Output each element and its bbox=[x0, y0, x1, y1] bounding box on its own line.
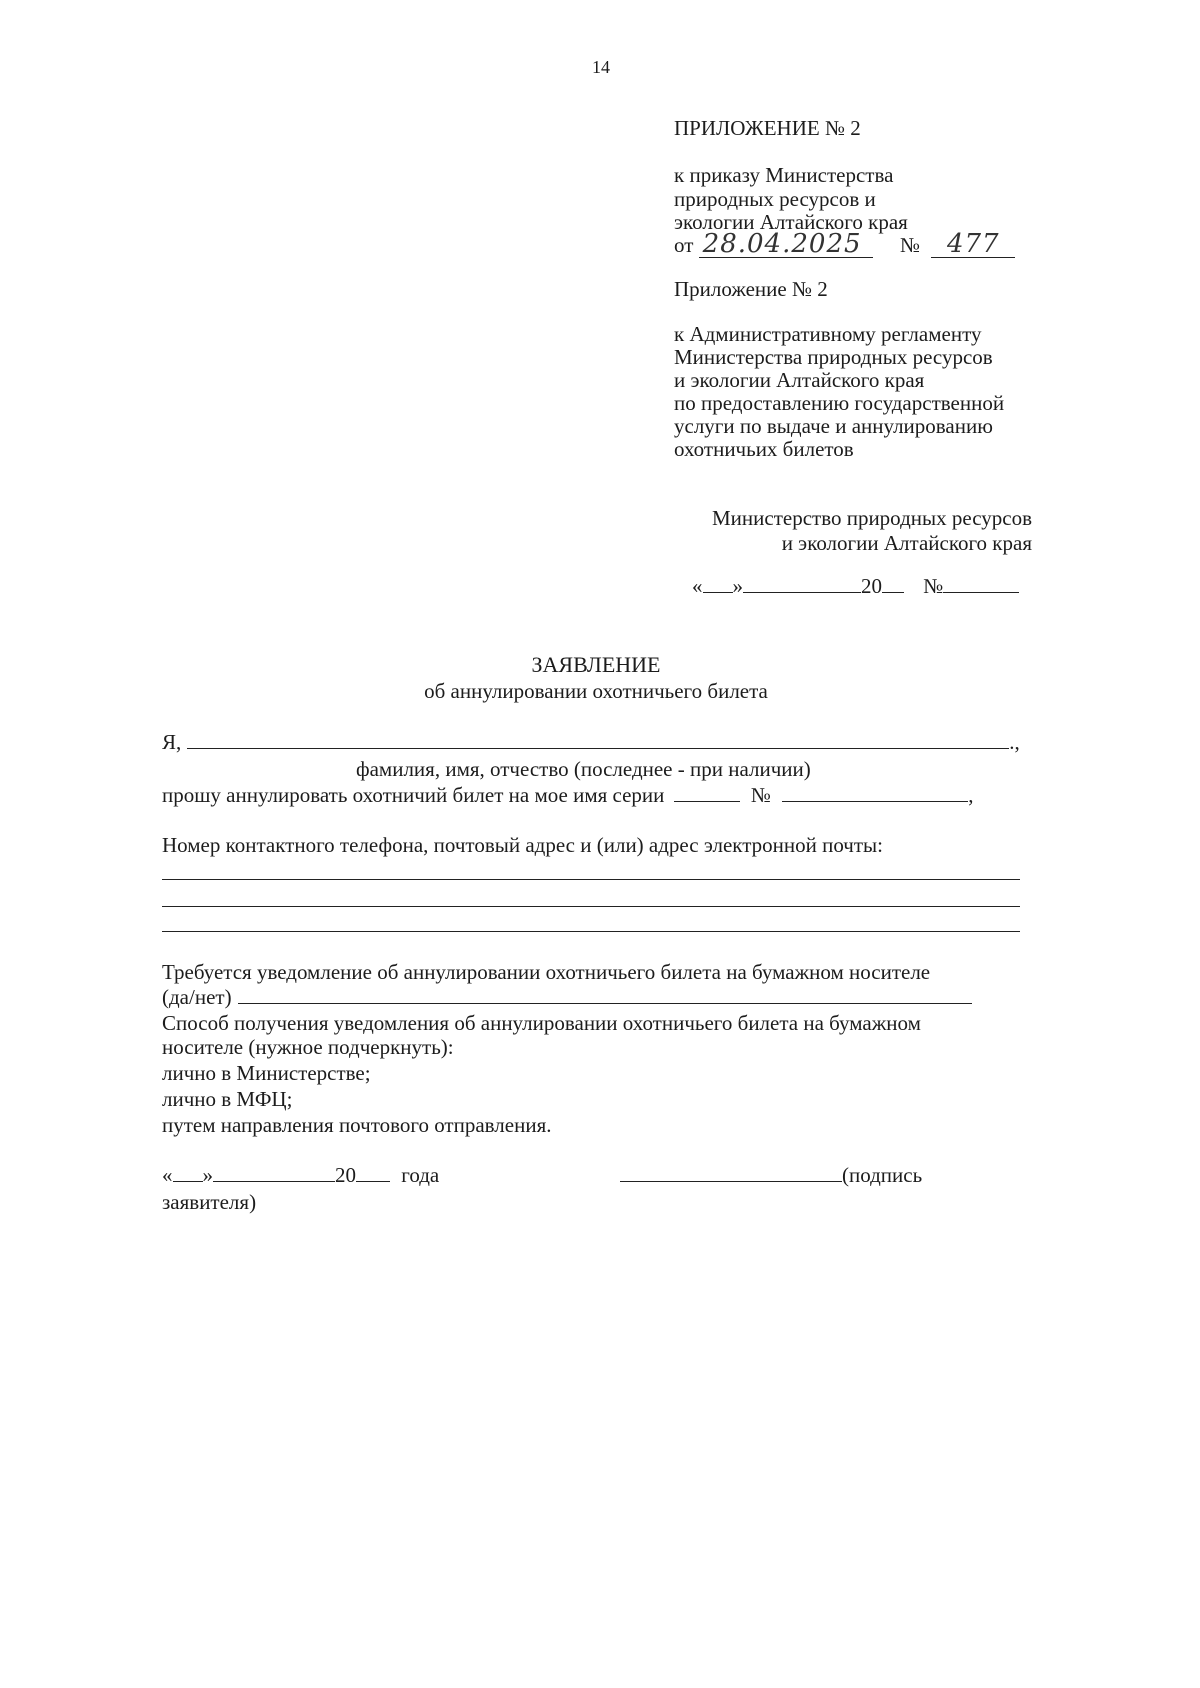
signature-row bbox=[620, 1163, 922, 1188]
handwritten-date: 28.04.2025 bbox=[699, 232, 873, 258]
appendix-line: экологии Алтайского края bbox=[674, 210, 908, 234]
quote-open: « bbox=[162, 1163, 173, 1187]
handwritten-number: 477 bbox=[931, 232, 1015, 258]
addressee-line2: и экологии Алтайского края bbox=[781, 531, 1032, 555]
registration-date-row bbox=[692, 574, 1019, 599]
name-caption: фамилия, имя, отчество (последнее - при наличии) bbox=[356, 757, 811, 781]
punct: ., bbox=[1009, 730, 1020, 754]
year-word: года bbox=[401, 1163, 440, 1187]
contact-label: Номер контактного телефона, почтовый адрес и (или) адрес электронной почты: bbox=[162, 833, 883, 857]
appendix-date-row bbox=[674, 229, 873, 259]
appendix-title: ПРИЛОЖЕНИЕ № 2 bbox=[674, 116, 861, 140]
series-field[interactable] bbox=[674, 801, 740, 802]
comma: , bbox=[968, 783, 974, 807]
option-ministry[interactable]: лично в Министерстве; bbox=[162, 1061, 371, 1085]
statement-subtitle: об аннулировании охотничьего билета bbox=[424, 679, 768, 703]
appendix-line: природных ресурсов и bbox=[674, 187, 876, 211]
notify-required-text: Требуется уведомление об аннулировании охотничьего билета на бумажном носителе bbox=[162, 960, 931, 984]
statement-title: ЗАЯВЛЕНИЕ bbox=[531, 652, 661, 677]
month-blank bbox=[743, 592, 861, 593]
regulation-line: охотничьих билетов bbox=[674, 437, 854, 461]
addressee-line1: Министерство природных ресурсов bbox=[711, 506, 1032, 530]
number-sign: № bbox=[750, 783, 771, 807]
month-field[interactable] bbox=[213, 1181, 335, 1182]
applicant-name-row bbox=[162, 730, 1020, 755]
number-sign: № bbox=[900, 233, 921, 257]
full-name-field[interactable] bbox=[187, 748, 1009, 749]
regulation-line: по предоставлению государственной bbox=[674, 391, 1005, 415]
number-sign: № bbox=[923, 574, 944, 598]
date-prefix: от bbox=[674, 233, 694, 257]
contact-field-line3[interactable] bbox=[162, 905, 1020, 932]
signature-label: (подпись bbox=[842, 1163, 923, 1187]
method-line1: Способ получения уведомления об аннулировании охотничьего билета на бумажном bbox=[162, 1011, 921, 1035]
regulation-line: услуги по выдаче и аннулированию bbox=[674, 414, 993, 438]
option-mfc[interactable]: лично в МФЦ; bbox=[162, 1087, 293, 1111]
regulation-title: Приложение № 2 bbox=[674, 277, 828, 301]
year-prefix: 20 bbox=[335, 1163, 356, 1187]
quote-close: » bbox=[202, 1163, 213, 1187]
yes-no-label: (да/нет) bbox=[162, 985, 232, 1009]
quote-close: » bbox=[732, 574, 743, 598]
number-blank bbox=[943, 592, 1019, 593]
appendix-line: к приказу Министерства bbox=[674, 163, 894, 187]
yes-no-field[interactable] bbox=[238, 1003, 972, 1004]
day-field[interactable] bbox=[173, 1181, 203, 1182]
request-text: прошу аннулировать охотничий билет на мое имя серии bbox=[162, 783, 665, 807]
yes-no-row bbox=[162, 985, 972, 1010]
appendix-number-row bbox=[900, 229, 1015, 259]
method-line2: носителе (нужное подчеркнуть): bbox=[162, 1035, 454, 1059]
year-blank bbox=[882, 592, 904, 593]
signature-date-row bbox=[162, 1163, 439, 1188]
regulation-line: Министерства природных ресурсов bbox=[674, 345, 993, 369]
year-prefix: 20 bbox=[861, 574, 882, 598]
option-post[interactable]: путем направления почтового отправления. bbox=[162, 1113, 552, 1137]
regulation-line: к Административному регламенту bbox=[674, 322, 982, 346]
signature-label-cont: заявителя) bbox=[162, 1190, 257, 1214]
license-row bbox=[162, 783, 973, 808]
signature-field[interactable] bbox=[620, 1181, 842, 1182]
i-label: Я, bbox=[162, 730, 182, 754]
license-number-field[interactable] bbox=[782, 801, 968, 802]
contact-field-line1[interactable] bbox=[162, 853, 1020, 880]
page-number: 14 bbox=[592, 57, 610, 77]
quote-open: « bbox=[692, 574, 703, 598]
day-blank bbox=[703, 592, 733, 593]
contact-field-line2[interactable] bbox=[162, 880, 1020, 907]
year-field[interactable] bbox=[356, 1181, 390, 1182]
regulation-line: и экологии Алтайского края bbox=[674, 368, 925, 392]
